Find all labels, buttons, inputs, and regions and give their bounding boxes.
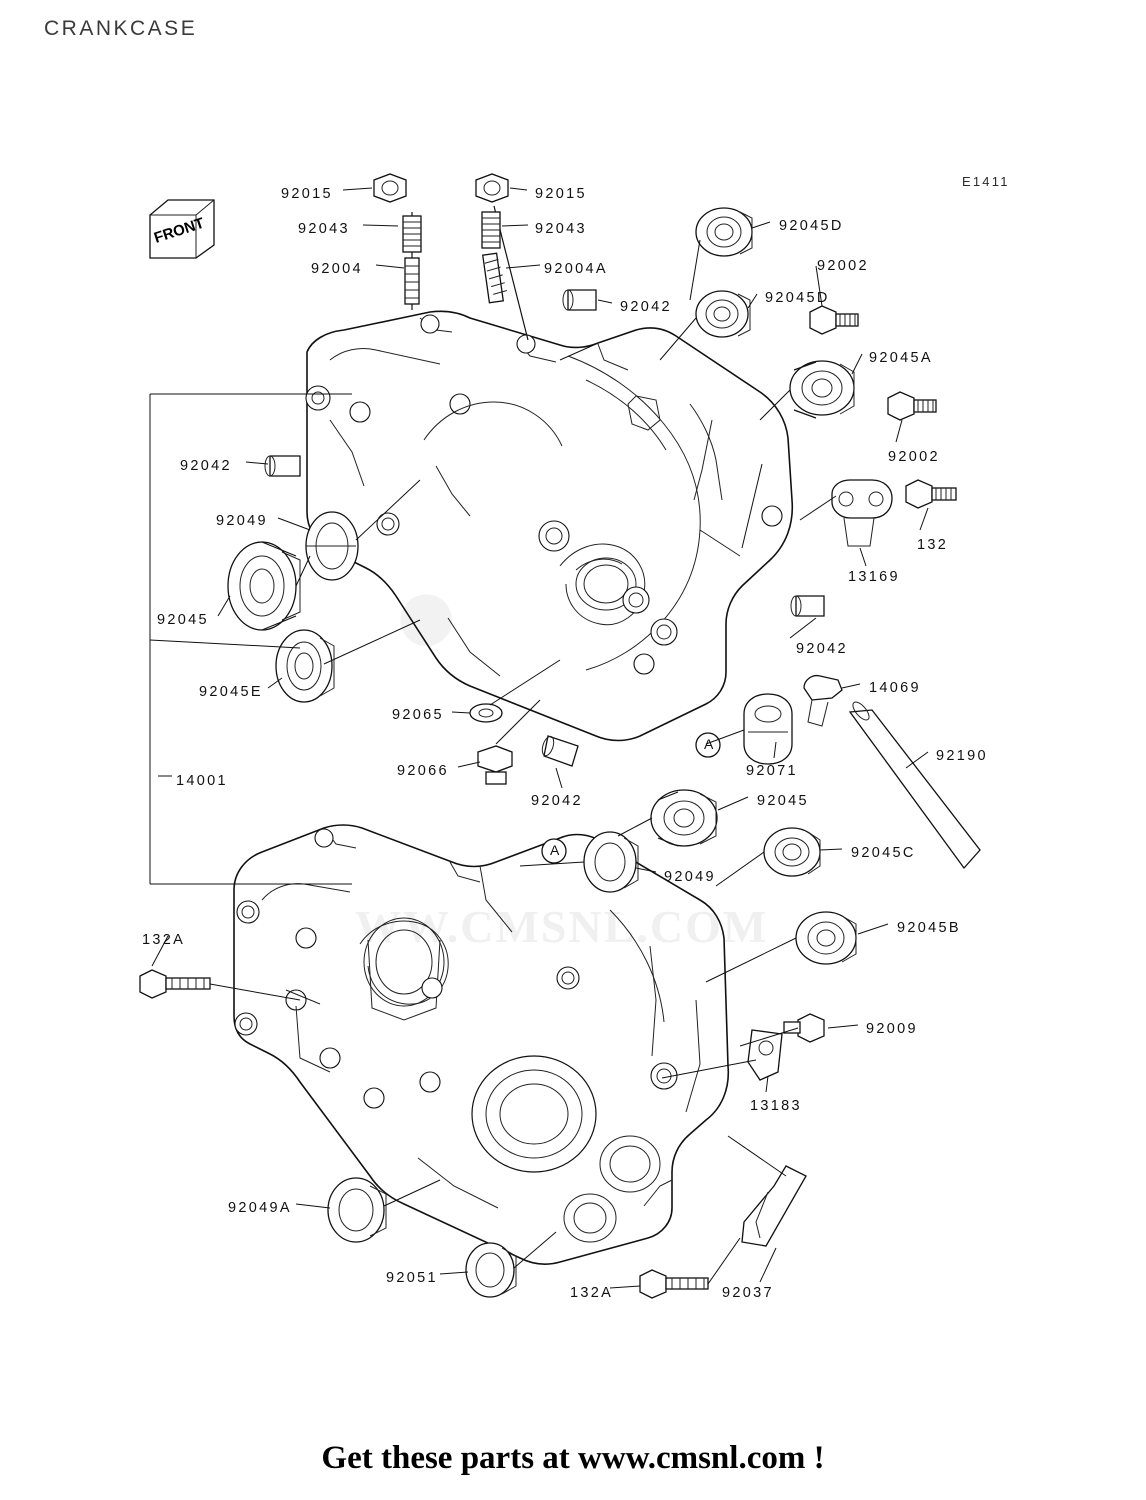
part-callout-92037[interactable]: 92037 [722, 1285, 774, 1301]
upper-crankcase-half [306, 311, 792, 740]
part-callout-92015[interactable]: 92015 [535, 186, 587, 202]
tube-92190 [850, 699, 980, 868]
collar-92042-b [265, 456, 300, 476]
section-marker-label: A [704, 736, 714, 752]
footer-promo: Get these parts at www.cmsnl.com ! [321, 1440, 825, 1476]
part-callout-92049[interactable]: 92049 [664, 869, 716, 885]
grommet-92071 [744, 694, 792, 764]
part-callout-92045[interactable]: 92045 [157, 612, 209, 628]
part-callout-92045e[interactable]: 92045E [199, 684, 263, 700]
part-callout-92045[interactable]: 92045 [757, 793, 809, 809]
bearing-92049 [306, 512, 358, 580]
nut-92015-right [476, 174, 508, 202]
part-callout-92071[interactable]: 92071 [746, 763, 798, 779]
part-callout-92042[interactable]: 92042 [180, 458, 232, 474]
bolt-92002-top [810, 306, 858, 334]
svg-text:FRONT: FRONT [151, 214, 207, 247]
part-callout-14069[interactable]: 14069 [869, 680, 921, 696]
washer-92065 [470, 704, 502, 722]
collar-92042-d [540, 735, 578, 766]
seal-92049A [328, 1178, 386, 1242]
part-callout-132[interactable]: 132 [917, 537, 949, 553]
nut-92015-left [374, 174, 406, 202]
plug-92066 [478, 746, 512, 784]
part-callout-92042[interactable]: 92042 [620, 299, 672, 315]
part-callout-92066[interactable]: 92066 [397, 763, 449, 779]
bolt-92002-mid [888, 392, 936, 420]
bracket-92037 [742, 1166, 806, 1246]
bearing-92045C [764, 828, 820, 876]
part-callout-92049a[interactable]: 92049A [228, 1200, 292, 1216]
stud-92004 [403, 212, 421, 310]
lower-crankcase-half [234, 825, 728, 1264]
collar-92042-a [563, 290, 596, 310]
part-callout-92045d[interactable]: 92045D [779, 218, 844, 234]
page-title: CRANKCASE [44, 17, 198, 40]
bearing-92045D-mid [696, 291, 750, 337]
part-callout-13169[interactable]: 13169 [848, 569, 900, 585]
seal-92049-lower [584, 832, 638, 892]
part-callout-92045b[interactable]: 92045B [897, 920, 961, 936]
diagram-code: E1411 [962, 174, 1010, 189]
screw-92009 [784, 1014, 824, 1042]
part-callout-92043[interactable]: 92043 [298, 221, 350, 237]
part-callout-14001[interactable]: 14001 [176, 773, 228, 789]
part-callout-132a[interactable]: 132A [142, 932, 186, 948]
fitting-14069 [804, 676, 842, 726]
part-callout-92049[interactable]: 92049 [216, 513, 268, 529]
part-callout-92045d[interactable]: 92045D [765, 290, 830, 306]
part-callout-92002[interactable]: 92002 [817, 258, 869, 274]
front-arrow-icon [150, 200, 214, 258]
part-callout-92051[interactable]: 92051 [386, 1270, 438, 1286]
part-callout-92045c[interactable]: 92045C [851, 845, 916, 861]
bolt-132A-left [140, 970, 210, 998]
part-callout-92043[interactable]: 92043 [535, 221, 587, 237]
part-callout-92042[interactable]: 92042 [796, 641, 848, 657]
part-callout-92190[interactable]: 92190 [936, 748, 988, 764]
leader-lines [150, 188, 928, 1288]
bolt-132 [906, 480, 956, 508]
bearing-92045-lower [651, 790, 717, 846]
part-callout-92042[interactable]: 92042 [531, 793, 583, 809]
part-callout-92002[interactable]: 92002 [888, 449, 940, 465]
part-callout-92004[interactable]: 92004 [311, 261, 363, 277]
part-callout-13183[interactable]: 13183 [750, 1098, 802, 1114]
part-callout-92009[interactable]: 92009 [866, 1021, 918, 1037]
bearing-92045B [796, 912, 856, 964]
part-callout-92045a[interactable]: 92045A [869, 350, 933, 366]
part-callout-92015[interactable]: 92015 [281, 186, 333, 202]
bearing-92045D-top [696, 208, 752, 256]
watermark-logo: ● [390, 547, 463, 680]
bearing-92045E [276, 630, 334, 702]
plate-13183 [748, 1030, 782, 1080]
part-callout-92004a[interactable]: 92004A [544, 261, 608, 277]
bolt-132A-bottom [640, 1270, 708, 1298]
bearing-92045A [790, 361, 854, 418]
collar-92042-c [791, 596, 824, 616]
bracket-13169 [832, 480, 892, 546]
watermark-text: WW.CMSNL.COM [355, 901, 769, 952]
section-marker-label: A [550, 842, 560, 858]
part-callout-92065[interactable]: 92065 [392, 707, 444, 723]
seal-92051 [466, 1243, 516, 1297]
part-callout-132a[interactable]: 132A [570, 1285, 614, 1301]
bearing-92045 [228, 542, 300, 630]
